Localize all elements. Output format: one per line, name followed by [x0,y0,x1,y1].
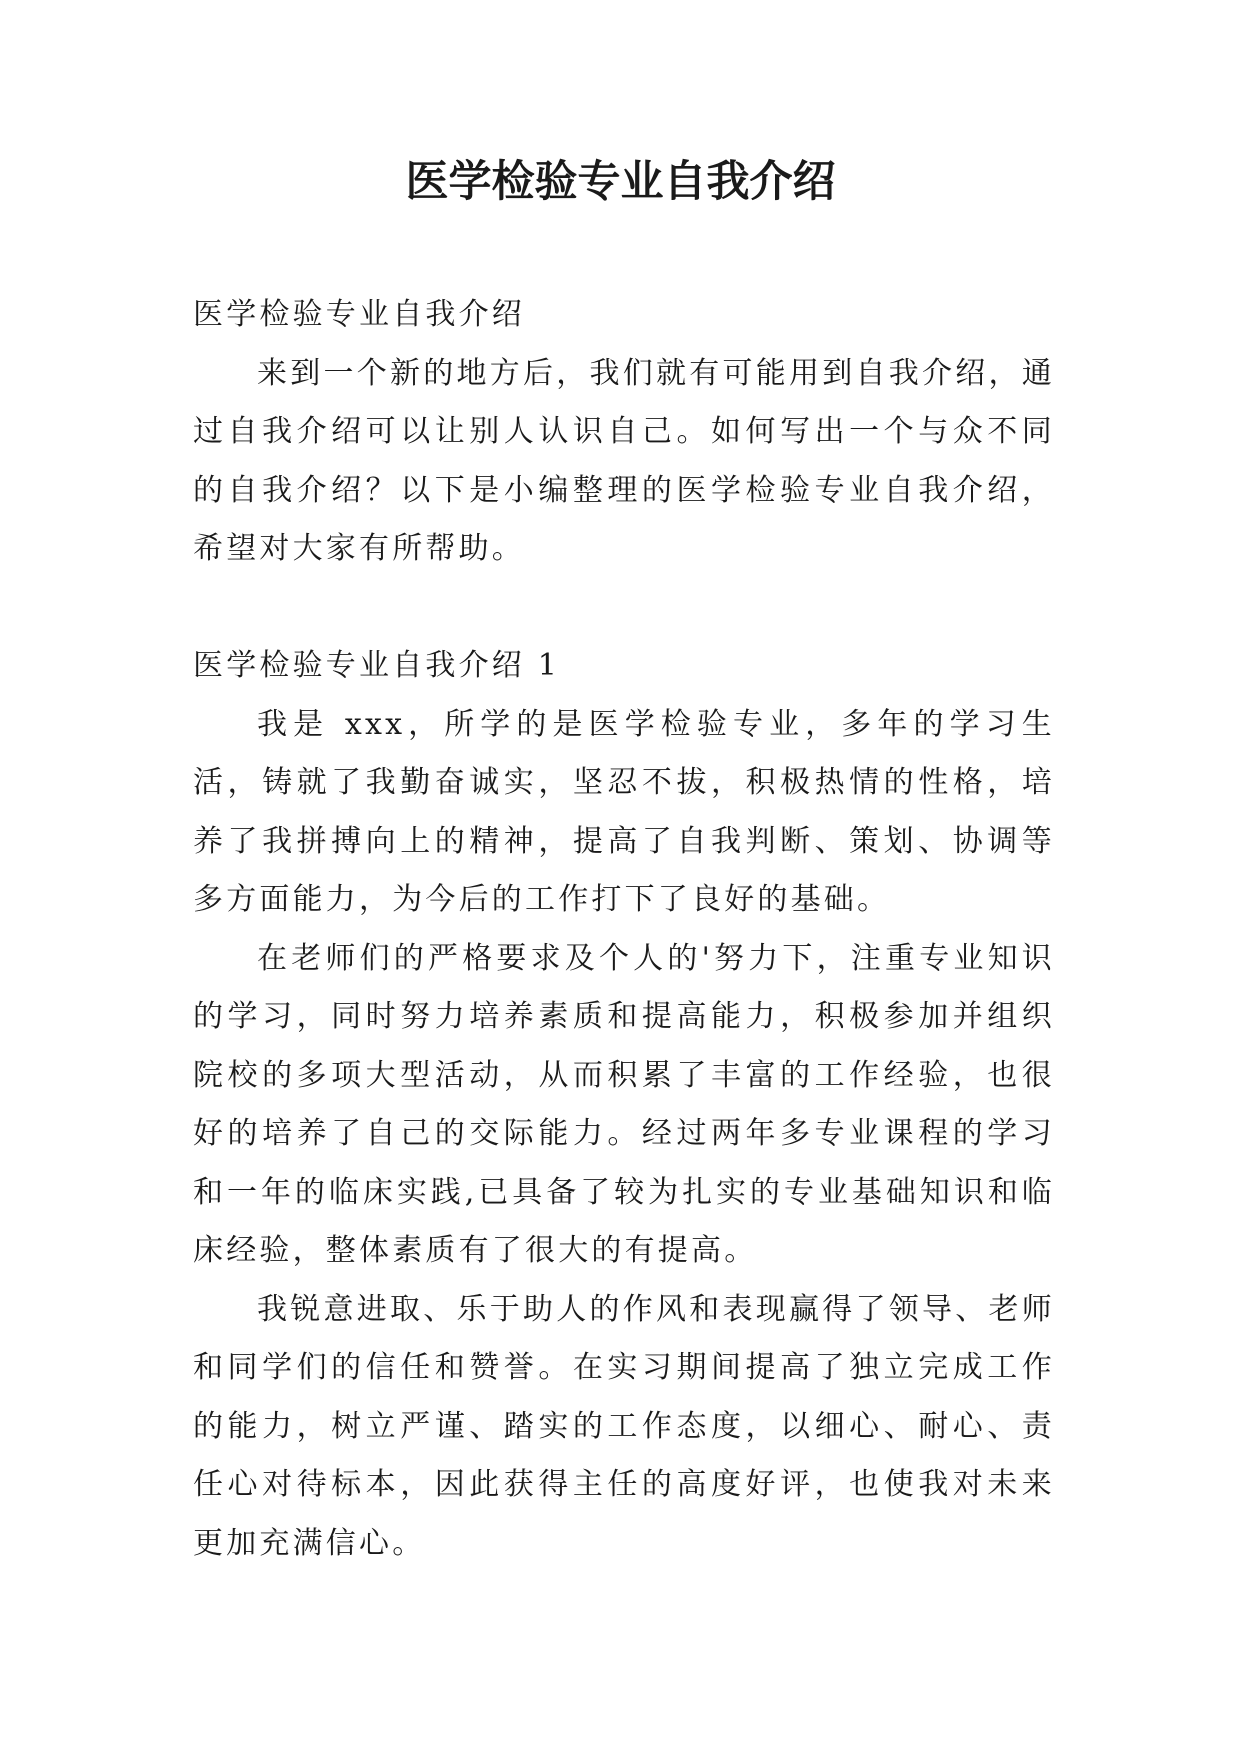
section-1-heading: 医学检验专业自我介绍 1 [193,648,561,683]
document-body [193,286,1055,1573]
intro-heading: 医学检验专业自我介绍 [193,297,525,332]
section-1-paragraph-1: 我是 xxx，所学的是医学检验专业，多年的学习生活，铸就了我勤奋诚实，坚忍不拔，积极热情的性格，培养了我拼搏向上的精神，提高了自我判断、策划、协调等多方面能力，为今后的工作打下了良好的基础。 [193,706,1055,917]
section-1-paragraph-3: 我锐意进取、乐于助人的作风和表现赢得了领导、老师和同学们的信任和赞誉。在实习期间提高了独立完成工作的能力，树立严谨、踏实的工作态度，以细心、耐心、责任心对待标本，因此获得主任的高度好评，也使我对未来更加充满信心。 [193,1291,1055,1561]
intro-paragraph: 来到一个新的地方后，我们就有可能用到自我介绍，通过自我介绍可以让别人认识自己。如何写出一个与众不同的自我介绍？以下是小编整理的医学检验专业自我介绍，希望对大家有所帮助。 [193,355,1055,566]
document-title: 医学检验专业自我介绍 [405,157,836,207]
section-1-paragraph-2: 在老师们的严格要求及个人的'努力下，注重专业知识的学习，同时努力培养素质和提高能力，积极参加并组织院校的多项大型活动，从而积累了丰富的工作经验，也很好的培养了自己的交际能力。经过两年多专业课程的学习和一年的临床实践,已具备了较为扎实的专业基础知识和临床经验，整体素质有了很大的有提高。 [193,940,1055,1268]
section-spacer [193,579,1055,638]
